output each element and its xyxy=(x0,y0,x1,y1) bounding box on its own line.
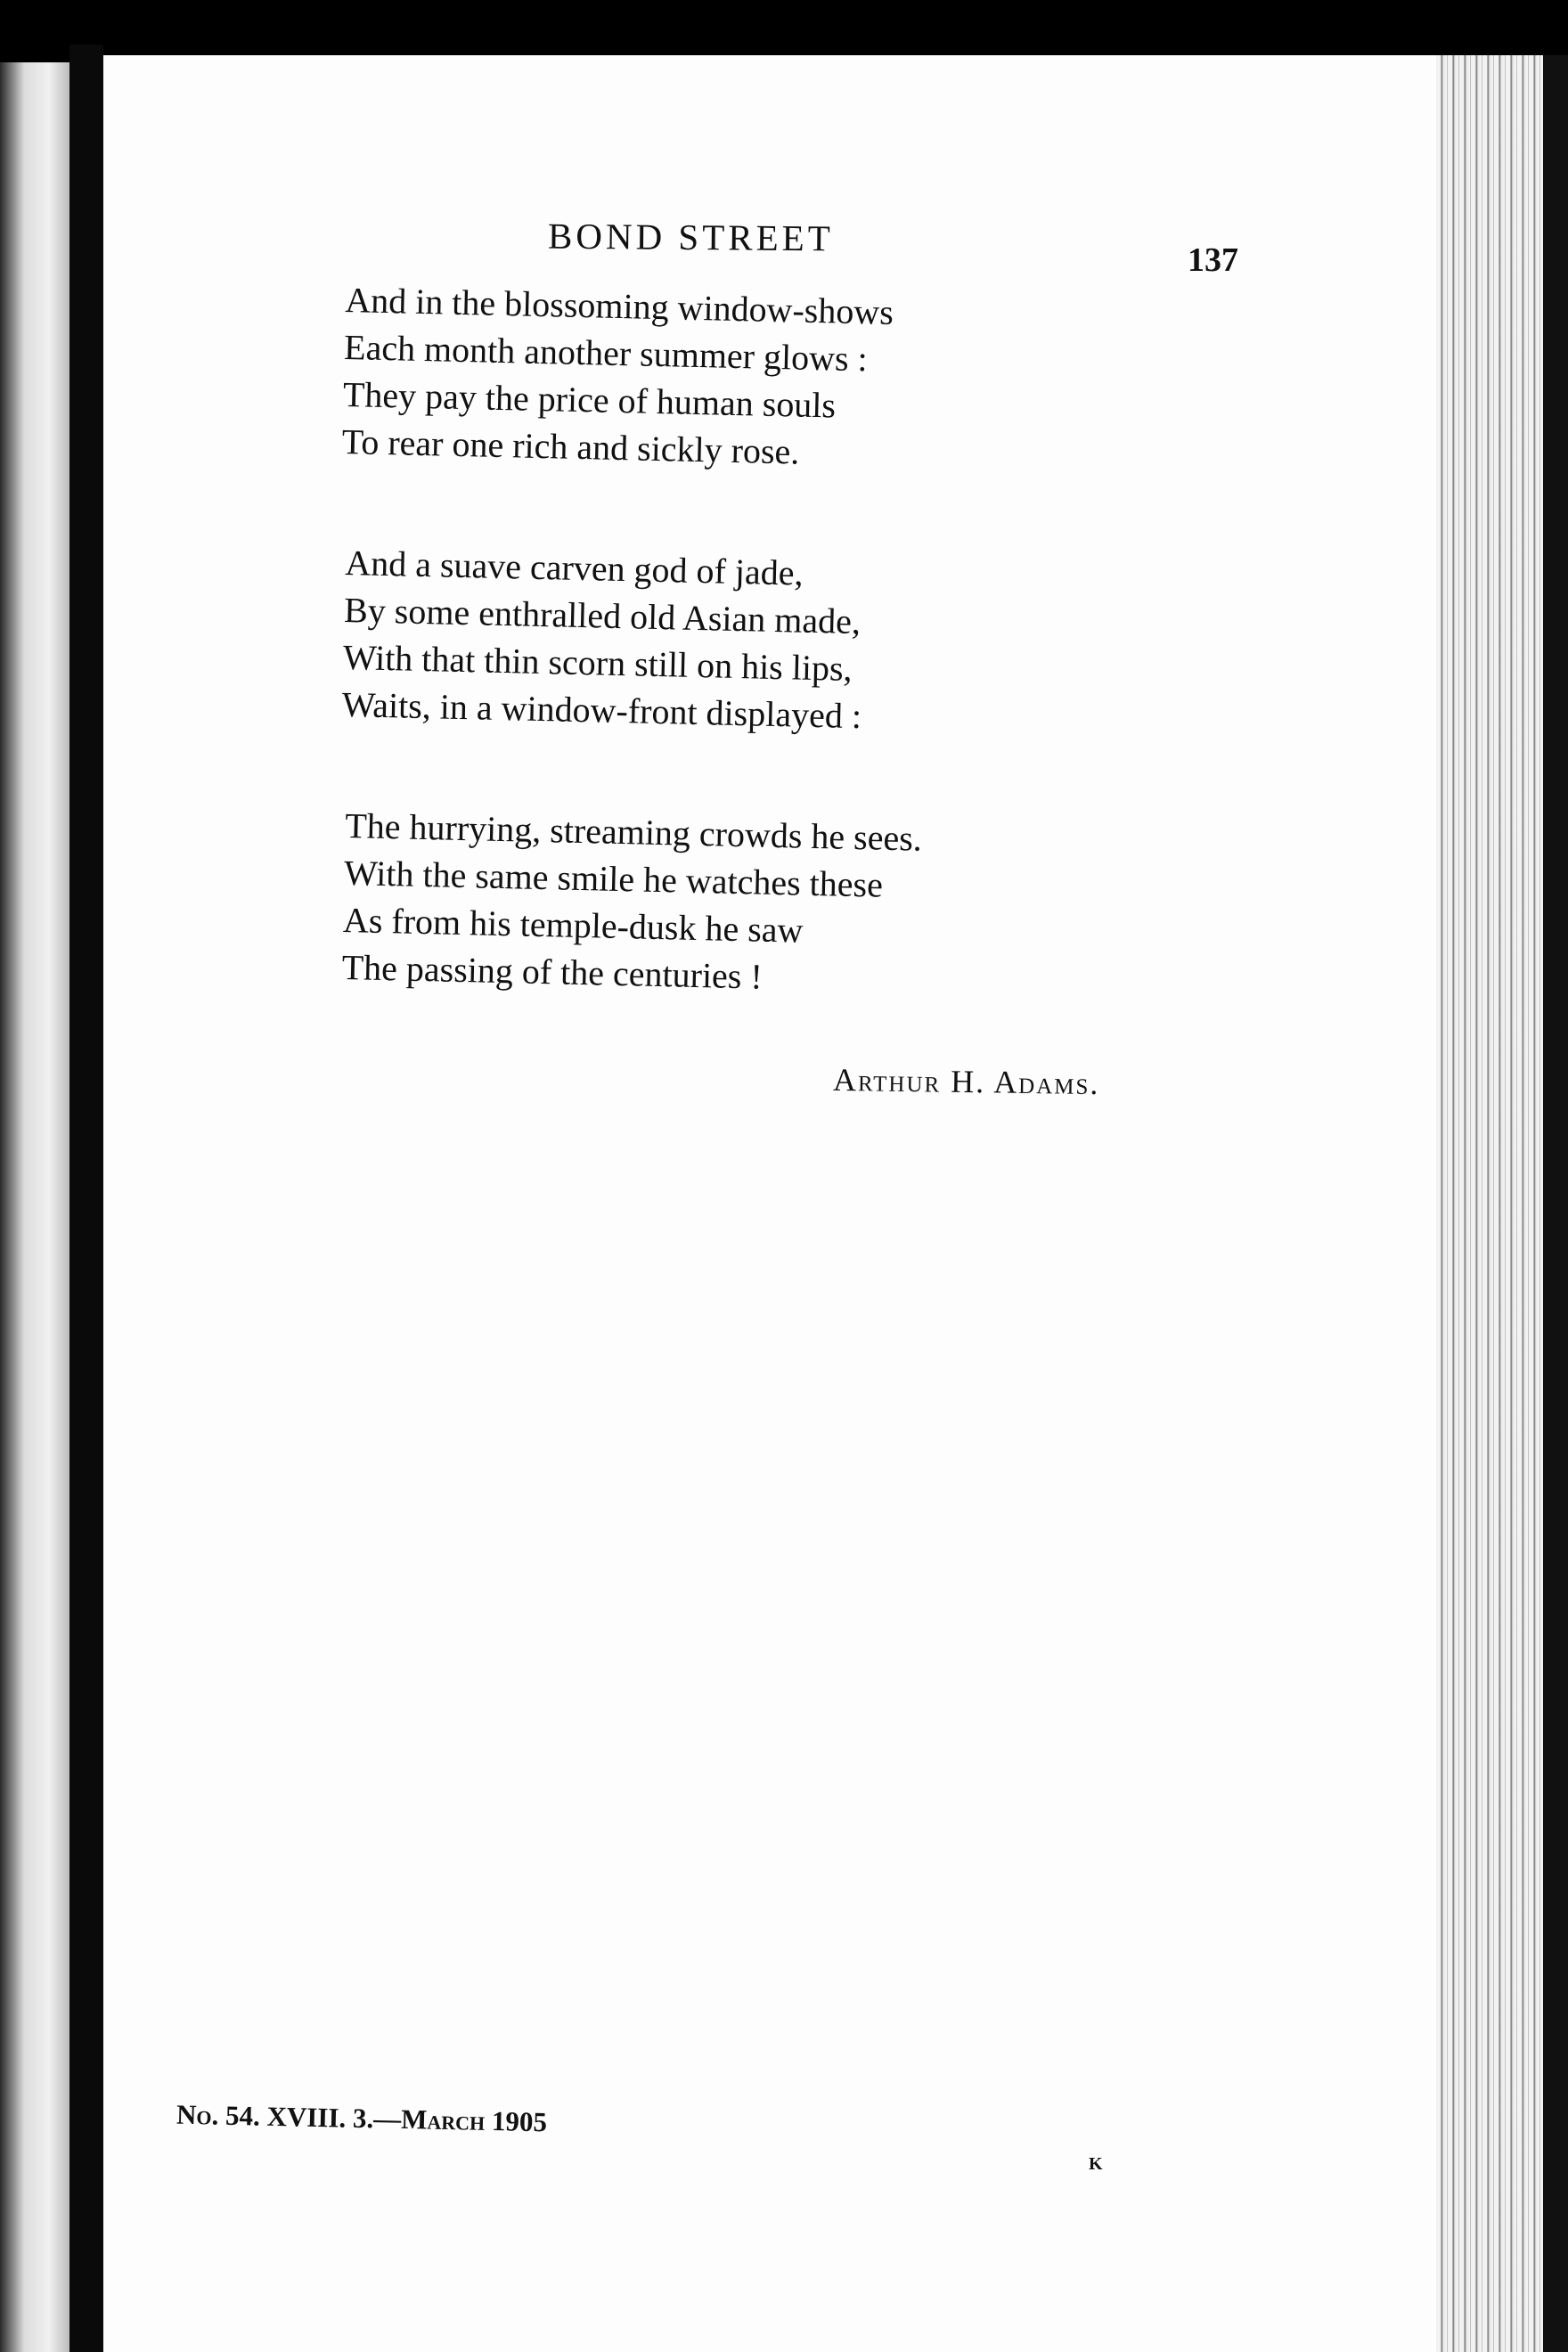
book-gutter xyxy=(69,45,103,2352)
issue-imprint: No. 54. XVIII. 3.—March 1905 xyxy=(176,2098,548,2138)
facing-page-edge xyxy=(0,62,69,2352)
page-edges xyxy=(1436,55,1543,2352)
poem-stanza xyxy=(341,802,922,1004)
poem-line: They pay the price of human souls xyxy=(342,373,837,426)
poem-line: The hurrying, streaming crowds he sees. xyxy=(344,804,923,859)
poem-line: Each month another summer glows : xyxy=(343,326,869,380)
poem-line: By some enthralled old Asian made, xyxy=(343,589,862,642)
poem-line: With the same smile he watches these xyxy=(343,852,884,905)
author-signature: Arthur H. Adams. xyxy=(832,1061,1100,1102)
poem-line: With that thin scorn still on his lips, xyxy=(342,636,853,689)
poem-stanza xyxy=(341,539,865,739)
poem-line: As from his temple-dusk he saw xyxy=(342,899,804,951)
poem-line: The passing of the centuries ! xyxy=(341,946,764,997)
poem-line: And in the blossoming window-shows xyxy=(344,279,894,332)
signature-mark: K xyxy=(1089,2154,1103,2174)
page-number: 137 xyxy=(1188,241,1238,279)
running-title: BOND STREET xyxy=(547,215,834,259)
poem-line: Waits, in a window-front displayed : xyxy=(341,683,862,737)
poem-line: To rear one rich and sickly rose. xyxy=(341,421,800,472)
poem-stanza xyxy=(341,276,894,478)
scan-border xyxy=(1543,55,1568,2352)
poem-line: And a suave carven god of jade, xyxy=(344,542,804,593)
